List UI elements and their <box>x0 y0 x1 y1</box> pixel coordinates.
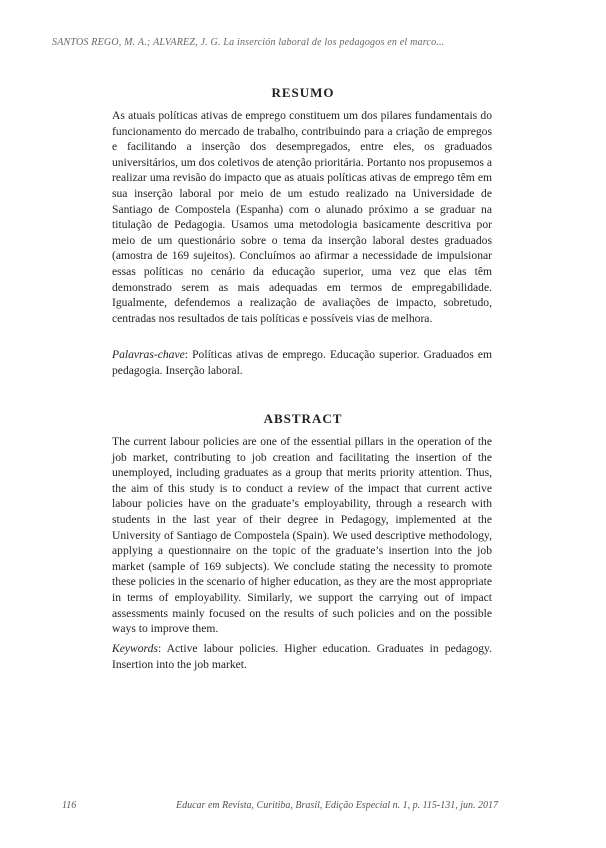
abstract-body: The current labour policies are one of the essential pillars in the operation of the job market, contributing to job creation and facilitating the insertion of the unemployed, including graduates as a group that merits priority attention. Thus, the aim of this study is to conduct a review of the impact that current active labour policies have on the graduate’s employability, through a research with students in the last year of their degree in Pedagogy, implemented at the University of Santiago de Compostela (Spain). We used descriptive methodology, applying a questionnaire on the topic of the graduate’s insertion into the job market (sample of 169 subjects). We conclude stating the necessity to promote these policies in the scenario of higher education, as they are the most appropriate in terms of employability. Similarly, we support the carrying out of impact assessments mainly focused on the results of such policies and on the possible ways to improve them. <box>112 435 492 636</box>
resumo-title: RESUMO <box>271 85 335 100</box>
page-number: 116 <box>62 800 77 811</box>
abstract-keywords-label: Keywords <box>112 642 158 655</box>
journal-citation: Educar em Revista, Curitiba, Brasil, Edição Especial n. 1, p. 115-131, jun. 2017 <box>176 800 499 811</box>
abstract-title: ABSTRACT <box>263 411 343 426</box>
resumo-body: As atuais políticas ativas de emprego constituem um dos pilares fundamentais do funcionamento do mercado de trabalho, contribuindo para a criação de empregos e facilitando a inserção dos desempregados, entre eles, os graduados universitários, um dos coletivos de atenção prioritária. Portanto nos propusemos a realizar uma revisão do impacto que as atuais políticas ativas de emprego têm em sua inserção laboral por meio de um estudo realizado na Universidade de Santiago de Compostela (Espanha) com o alunado próximo a se graduar na titulação de Pedagogia. Usamos uma metodologia basicamente descritiva por meio de um questionário sobre o tema da inserção laboral destes graduados (amostra de 169 sujeitos). Concluímos ao afirmar a necessidade de impulsionar essas políticas no cenário da educação superior, uma vez que elas têm demonstrado serem as mais adequadas em termos de empregabilidade. Igualmente, defendemos a realização de avaliações de impacto, sobretudo, centradas nos resultados de tais políticas e possíveis vias de melhora. <box>112 109 492 325</box>
abstract-keywords-text: : Active labour policies. Higher education. Graduates in pedagogy. Insertion into the job market. <box>112 642 492 671</box>
resumo-keywords-label: Palavras-chave <box>112 348 185 361</box>
resumo-keywords-text: : Políticas ativas de emprego. Educação superior. Graduados em pedagogia. Inserção laboral. <box>112 348 492 377</box>
running-header: SANTOS REGO, M. A.; ÁLVAREZ, J. G. La inserción laboral de los pedagogos en el marco... <box>52 37 445 48</box>
resumo-keywords <box>112 347 492 378</box>
abstract-keywords <box>112 641 492 672</box>
